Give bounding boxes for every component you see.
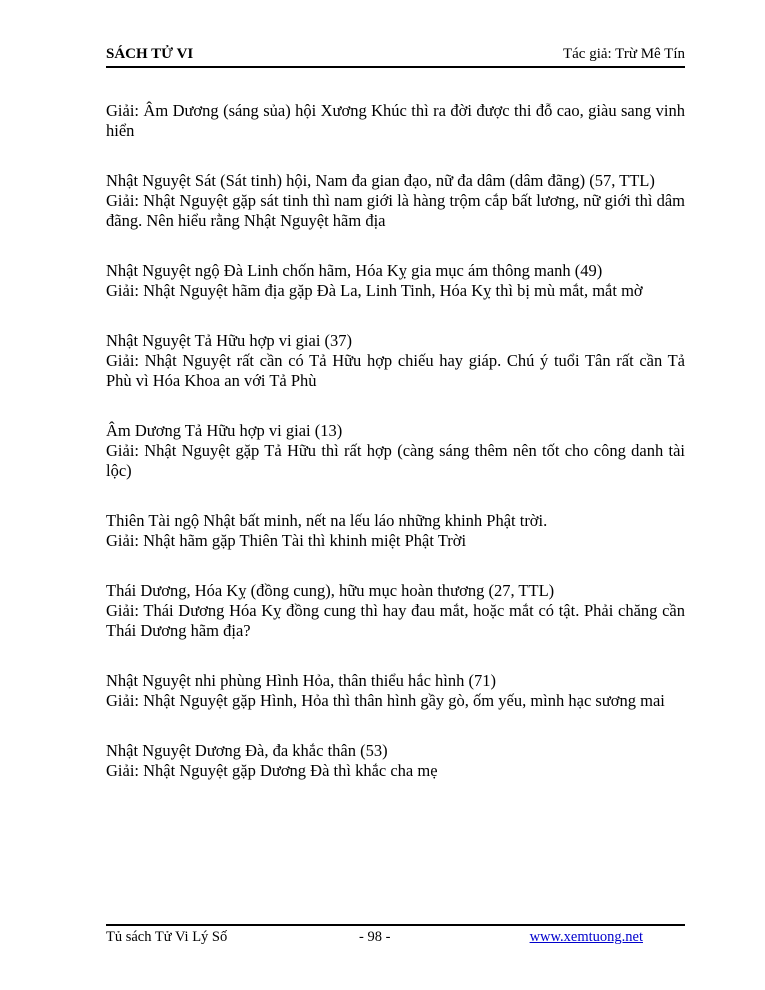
verse-text: Nhật Nguyệt Tả Hữu hợp vi giai (37) [106,331,353,350]
verse-entry [106,581,685,641]
author-label: Tác giả: Trừ Mê Tín [562,46,685,62]
footer-collection: Tủ sách Tử Vi Lý Số [106,929,228,945]
page-footer [106,924,685,945]
verse-entry [106,741,685,781]
verse-entry [106,331,685,391]
page-content [106,101,685,811]
explanation-text: Giải: Thái Dương Hóa Kỵ đồng cung thì hay đau mắt, hoặc mắt có tật. Phải chăng cần Thái Dương hãm địa? [106,601,685,640]
explanation-text: Giải: Nhật Nguyệt gặp Hình, Hỏa thì thân hình gầy gò, ốm yếu, mình hạc sương mai [106,691,665,710]
verse-text: Thái Dương, Hóa Kỵ (đồng cung), hữu mục hoàn thương (27, TTL) [106,581,555,600]
verse-text: Nhật Nguyệt ngộ Đà Linh chốn hãm, Hóa Kỵ gia mục ám thông manh (49) [106,261,603,280]
verse-text: Nhật Nguyệt Sát (Sát tinh) hội, Nam đa gian đạo, nữ đa dâm (dâm đãng) (57, TTL) [106,171,655,190]
explanation-text: Giải: Nhật Nguyệt gặp Dương Đà thì khắc cha mẹ [106,761,438,780]
explanation-text: Giải: Nhật Nguyệt hãm địa gặp Đà La, Linh Tinh, Hóa Kỵ thì bị mù mắt, mắt mờ [106,281,643,300]
verse-entry [106,171,685,231]
explanation-text: Giải: Nhật Nguyệt rất cần có Tả Hữu hợp chiếu hay giáp. Chú ý tuổi Tân rất cần Tả Phù vì Hóa Khoa an với Tả Phù [106,351,685,390]
verse-text: Thiên Tài ngộ Nhật bất minh, nết na lếu láo những khinh Phật trời. [106,511,548,530]
explanation-text: Giải: Nhật hãm gặp Thiên Tài thì khinh miệt Phật Trời [106,531,467,550]
verse-entry [106,101,685,141]
verse-entry [106,421,685,481]
website-link[interactable]: www.xemtuong.net [529,929,643,945]
explanation-text: Giải: Âm Dương (sáng sủa) hội Xương Khúc thì ra đời được thi đỗ cao, giàu sang vinh hiển [106,101,685,140]
book-title: SÁCH TỬ VI [106,46,194,62]
verse-entry [106,261,685,301]
verse-entry [106,511,685,551]
verse-text: Nhật Nguyệt nhi phùng Hình Hỏa, thân thiểu hắc hình (71) [106,671,496,690]
page-number: - 98 - [359,929,391,945]
verse-text: Âm Dương Tả Hữu hợp vi giai (13) [106,421,343,440]
page-header [106,44,685,68]
verse-text: Nhật Nguyệt Dương Đà, đa khắc thân (53) [106,741,388,760]
explanation-text: Giải: Nhật Nguyệt gặp sát tinh thì nam giới là hàng trộm cắp bất lương, nữ giới thì dâm đãng. Nên hiểu rằng Nhật Nguyệt hãm địa [106,191,685,230]
explanation-text: Giải: Nhật Nguyệt gặp Tả Hữu thì rất hợp (càng sáng thêm nên tốt cho công danh tài lộc) [106,441,685,480]
verse-entry [106,671,685,711]
